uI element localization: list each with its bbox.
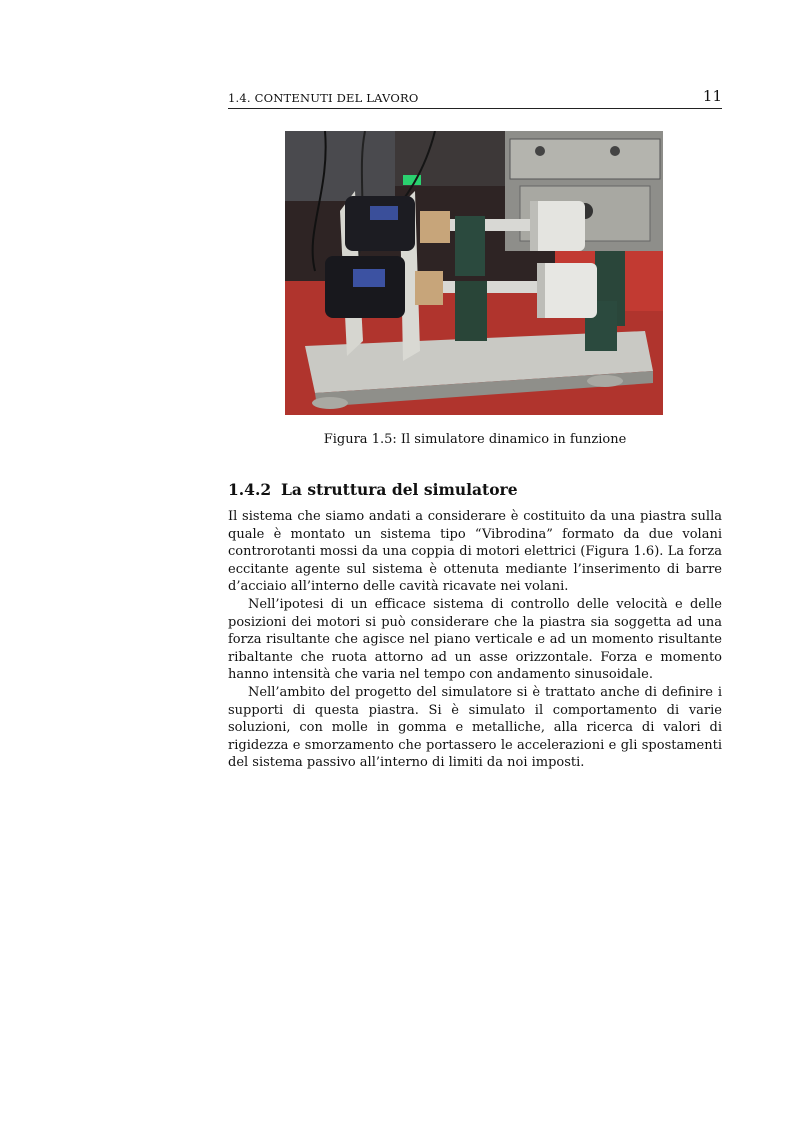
paragraph: Il sistema che siamo andati a considerare è costituito da una piastra sulla quale è montato un sistema tipo “Vibrodina” formato da due volani controrotanti mossi da una coppia di motori elettrici (Figura 1.6). La forza eccitante agente sul sistema è ottenuta mediante l’inserimento di barre d’acciaio all’interno delle cavità ricavate nei volani. — [228, 509, 722, 595]
figure-photo — [285, 131, 663, 415]
paragraph: Nell’ipotesi di un efficace sistema di controllo delle velocità e delle posizioni dei motori si può considerare che la piastra sia soggetta ad una forza risultante che agisce nel piano verticale e ad un momento risultante ribaltante che ruota attorno ad un asse orizzontale. Forza e momento hanno intensità che varia nel tempo con andamento sinusoidale. — [228, 596, 722, 683]
section-heading — [228, 480, 722, 499]
body-text — [228, 508, 722, 772]
page-number: 11 — [702, 87, 722, 105]
paragraph: Nell’ambito del progetto del simulatore si è trattato anche di definire i supporti di questa piastra. Si è simulato il comportamento di varie soluzioni, con molle in gomma e metalliche, alla ricerca di valori di rigidezza e smorzamento che portassero le accelerazioni e gli spostamenti del sistema passivo all’interno di limiti da noi imposti. — [228, 684, 722, 771]
simulator-photo — [285, 131, 663, 415]
running-title: 1.4. CONTENUTI DEL LAVORO — [228, 91, 419, 105]
section-title: La struttura del simulatore — [281, 480, 518, 499]
running-header — [228, 88, 722, 109]
section-number: 1.4.2 — [228, 480, 272, 499]
figure-caption: Figura 1.5: Il simulatore dinamico in funzione — [323, 432, 627, 447]
